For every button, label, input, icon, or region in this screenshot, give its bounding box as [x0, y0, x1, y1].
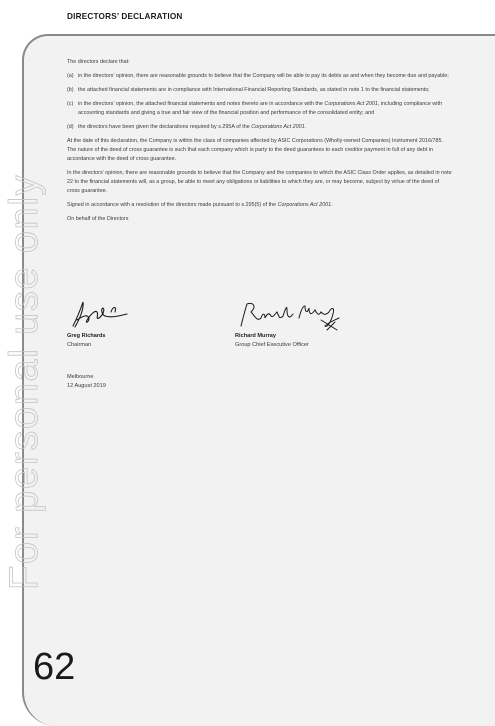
signed-paragraph: Signed in accordance with a resolution of the directors made pursuant to s.295(5) of the Corporations Act 2001. [67, 202, 333, 208]
signatory-title: Group Chief Executive Officer [235, 342, 309, 348]
signatory-name: Richard Murray [235, 333, 277, 339]
item-text: in the directors’ opinion, the attached financial statements and notes thereto are in accordance with the Corporations Act 2001, including compliance with accounting standards and giving a true and fair view of the financial position and performance of the consolidated entity; and [78, 101, 442, 116]
item-marker: (a) [67, 73, 74, 79]
signatory-chairman [67, 296, 137, 350]
declaration-item [67, 100, 452, 118]
signatory-name: Greg Richards [67, 333, 106, 339]
item-marker: (c) [67, 101, 74, 107]
signatory-ceo [235, 296, 345, 350]
declaration-item [67, 72, 452, 81]
page-title: DIRECTORS’ DECLARATION [67, 12, 183, 21]
cross-guarantee-paragraph: At the date of this declaration, the Company is within the class of companies affected by ASIC Corporations (Wholly-owned Companies) Instrument 2016/785. The nature of the deed of cross guarantee is such that each company which is party to the deed guarantees to each creditor payment in full of any debt in accordance with the deed of cross guarantee. [67, 138, 443, 162]
date-text: 12 August 2019 [67, 383, 106, 389]
declaration-body [67, 58, 452, 229]
signatory-title: Chairman [67, 342, 92, 348]
declaration-list [67, 72, 452, 132]
intro-text: The directors declare that: [67, 59, 130, 65]
place-and-date [67, 373, 106, 391]
signature-greg-richards [67, 296, 137, 332]
class-order-paragraph: In the directors’ opinion, there are reasonable grounds to believe that the Company and the companies to which the ASIC Class Order applies, as detailed in note 22 to the financial statements will, as a group, be able to meet any obligations or liabilities to which they are, or may become, subject by virtue of the deed of cross guarantee. [67, 170, 452, 194]
item-text: the directors have been given the declarations required by s.295A of the Corporations Act 2001. [78, 124, 307, 130]
item-marker: (b) [67, 87, 74, 93]
behalf-text: On behalf of the Directors [67, 216, 129, 222]
signature-richard-murray [235, 296, 345, 332]
page-number: 62 [33, 646, 76, 688]
declaration-item [67, 86, 452, 95]
item-marker: (d) [67, 124, 74, 130]
watermark-text: For personal use only [2, 173, 46, 590]
item-text: in the directors’ opinion, there are reasonable grounds to believe that the Company will be able to pay its debts as and when they become due and payable; [78, 73, 449, 79]
place-text: Melbourne [67, 374, 94, 380]
item-text: the attached financial statements are in compliance with International Financial Reporting Standards, as stated in note 1 to the financial statements; [78, 87, 430, 93]
signatures [67, 296, 467, 376]
declaration-item [67, 123, 452, 132]
